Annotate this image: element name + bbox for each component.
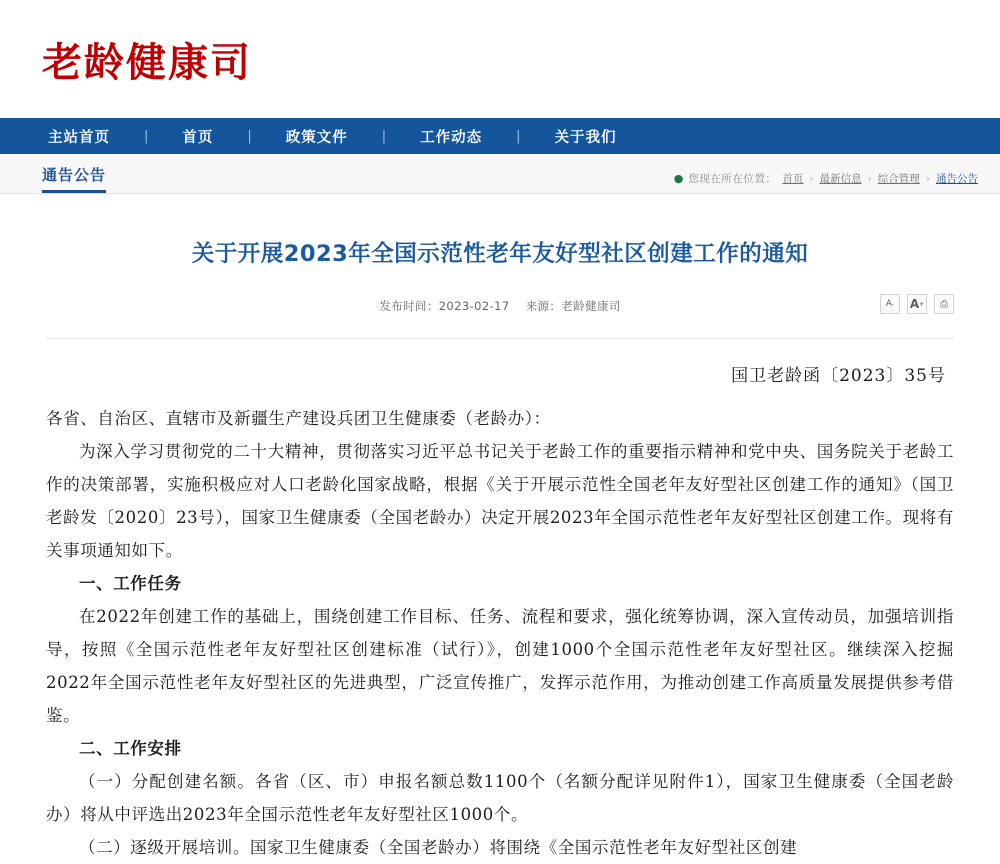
section-header bbox=[0, 154, 1000, 194]
nav-separator: | bbox=[144, 128, 149, 144]
chevron-right-icon: › bbox=[867, 172, 872, 185]
nav-item-home[interactable]: 首页 bbox=[182, 129, 214, 146]
paragraph-section-1-body: 在2022年创建工作的基础上，围绕创建工作目标、任务、流程和要求，强化统筹协调，深入宣传动员，加强培训指导，按照《全国示范性老年友好型社区创建标准（试行）》，创建1000个全国示范性老年友好型社区。继续深入挖掘2022年全国示范性老年友好型社区的先进典型，广泛宣传推广，发挥示范作用，为推动创建工作高质量发展提供参考借鉴。 bbox=[46, 607, 954, 725]
nav-separator: | bbox=[381, 128, 387, 144]
publish-time-value: 2023-02-17 bbox=[438, 299, 510, 313]
breadcrumb-item-latest-info[interactable]: 最新信息 bbox=[819, 173, 862, 185]
source-label: 来源： bbox=[525, 299, 562, 313]
font-larger-icon: A bbox=[909, 297, 920, 311]
nav-item-main-home[interactable]: 主站首页 bbox=[48, 129, 110, 146]
paragraph-section-2-item-1: （一）分配创建名额。各省（区、市）申报名额总数1100个（名额分配详见附件1），国家卫生健康委（全国老龄办）将从中评选出2023年全国示范性老年友好型社区1000个。 bbox=[46, 772, 954, 824]
printer-icon: ⎙ bbox=[940, 298, 948, 310]
paragraph-section-2-item-2: （二）逐级开展培训。国家卫生健康委（全国老龄办）将围绕《全国示范性老年友好型社区创建 bbox=[79, 838, 798, 857]
font-smaller-icon: A bbox=[885, 299, 892, 309]
site-logo: 老龄健康司 bbox=[42, 39, 252, 86]
paragraph-addressee: 各省、自治区、直辖市及新疆生产建设兵团卫生健康委（老龄办）： bbox=[46, 409, 551, 428]
article-body bbox=[46, 386, 954, 864]
paragraph-section-2-heading: 二、工作安排 bbox=[79, 739, 182, 758]
nav-item-policy-documents[interactable]: 政策文件 bbox=[285, 129, 348, 146]
breadcrumb-label: 您现在所在位置： bbox=[688, 173, 777, 185]
article bbox=[0, 194, 1000, 864]
document-number: 国卫老龄函〔2023〕35号 bbox=[731, 366, 946, 386]
publish-time-label: 发布时间： bbox=[379, 299, 439, 313]
paragraph-section-1-heading: 一、工作任务 bbox=[79, 574, 182, 593]
breadcrumb-item-announcements[interactable]: 通告公告 bbox=[936, 173, 978, 185]
nav-item-work-updates[interactable]: 工作动态 bbox=[420, 129, 483, 146]
breadcrumb-item-home[interactable]: 首页 bbox=[782, 173, 804, 185]
breadcrumb bbox=[674, 171, 978, 193]
main-navigation bbox=[0, 118, 1000, 154]
print-button[interactable] bbox=[934, 294, 954, 314]
font-larger-button[interactable]: A + bbox=[907, 294, 927, 314]
article-meta bbox=[379, 298, 621, 314]
breadcrumb-item-general-management[interactable]: 综合管理 bbox=[877, 173, 920, 185]
article-tools bbox=[880, 294, 954, 314]
site-header bbox=[0, 0, 1000, 118]
chevron-right-icon: › bbox=[809, 172, 814, 185]
source-value: 老龄健康司 bbox=[561, 299, 621, 313]
page-title: 通告公告 bbox=[42, 164, 106, 193]
article-meta-row bbox=[46, 294, 954, 318]
article-title: 关于开展2023年全国示范性老年友好型社区创建工作的通知 bbox=[191, 241, 809, 267]
font-smaller-button[interactable]: A - bbox=[880, 294, 900, 314]
location-pin-icon: ● bbox=[673, 172, 684, 185]
paragraph-intro: 为深入学习贯彻党的二十大精神，贯彻落实习近平总书记关于老龄工作的重要指示精神和党中央、国务院关于老龄工作的决策部署，实施积极应对人口老龄化国家战略，根据《关于开展示范性全国老年友好型社区创建工作的通知》（国卫老龄发〔2020〕23号），国家卫生健康委（全国老龄办）决定开展2023年全国示范性老年友好型社区创建工作。现将有关事项通知如下。 bbox=[46, 442, 954, 560]
nav-separator: | bbox=[247, 128, 252, 144]
nav-separator: | bbox=[516, 128, 521, 144]
nav-item-about-us[interactable]: 关于我们 bbox=[554, 129, 617, 146]
chevron-right-icon: › bbox=[925, 172, 930, 185]
